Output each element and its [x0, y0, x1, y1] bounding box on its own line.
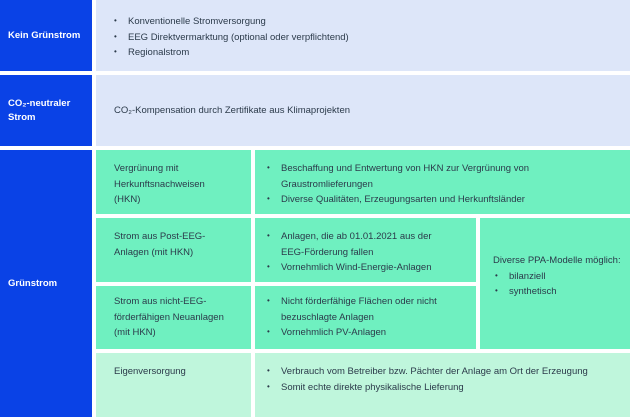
category-label: Strom — [8, 111, 36, 123]
co2-text: CO₂-Kompensation durch Zertifikate aus Klimaprojekten — [114, 105, 351, 116]
eigen-label-cell — [96, 353, 251, 417]
category-label: Kein Grünstrom — [8, 29, 81, 41]
list-item: • Konventionelle Stromversorgung — [112, 14, 630, 30]
cell-label: Strom aus nicht-EEG-förderfähigen Neuanlagen (mit HKN) — [114, 296, 224, 339]
list-item: • Anlagen, die ab 01.01.2021 aus der EEG-Förderung fallen — [265, 229, 456, 260]
hkn-content — [255, 150, 630, 214]
list-item: • Regionalstrom — [112, 45, 630, 61]
cell-label: Strom aus Post-EEG-Anlagen (mit HKN) — [114, 231, 206, 258]
co2-content — [96, 75, 630, 146]
nicht-eeg-label-cell — [96, 286, 251, 349]
eigen-content — [255, 353, 630, 417]
nicht-eeg-content — [255, 286, 476, 349]
cell-label: Eigenversorgung — [114, 366, 186, 377]
list-item: • Beschaffung und Entwertung von HKN zur Vergrünung von Graustromlieferungen — [265, 161, 630, 192]
list-item: • Nicht förderfähige Flächen oder nicht bezuschlagte Anlagen — [265, 294, 456, 325]
category-label: Grünstrom — [8, 277, 58, 289]
list-item: • Diverse Qualitäten, Erzeugungsarten und Herkunftsländer — [265, 192, 630, 208]
category-kein-gruenstrom — [0, 0, 92, 71]
list-item: • synthetisch — [493, 284, 630, 300]
category-co2-neutral — [0, 75, 92, 146]
category-gruenstrom — [0, 150, 92, 417]
list-item: • Vornehmlich PV-Anlagen — [265, 325, 456, 341]
ppa-cell — [480, 218, 630, 349]
category-label: CO₂-neutraler — [8, 97, 71, 109]
post-eeg-label-cell — [96, 218, 251, 282]
list-item: • bilanziell — [493, 269, 630, 285]
post-eeg-content — [255, 218, 476, 282]
ppa-title: Diverse PPA-Modelle möglich: — [493, 254, 621, 266]
kein-gruenstrom-content — [96, 0, 630, 71]
list-item: • Vornehmlich Wind-Energie-Anlagen — [265, 260, 456, 276]
cell-label: Vergrünung mit Herkunftsnachweisen (HKN) — [114, 163, 205, 206]
list-item: • Verbrauch vom Betreiber bzw. Pächter der Anlage am Ort der Erzeugung — [265, 364, 630, 380]
list-item: • EEG Direktvermarktung (optional oder verpflichtend) — [112, 30, 630, 46]
hkn-label-cell — [96, 150, 251, 214]
list-item: • Somit echte direkte physikalische Lieferung — [265, 380, 630, 396]
